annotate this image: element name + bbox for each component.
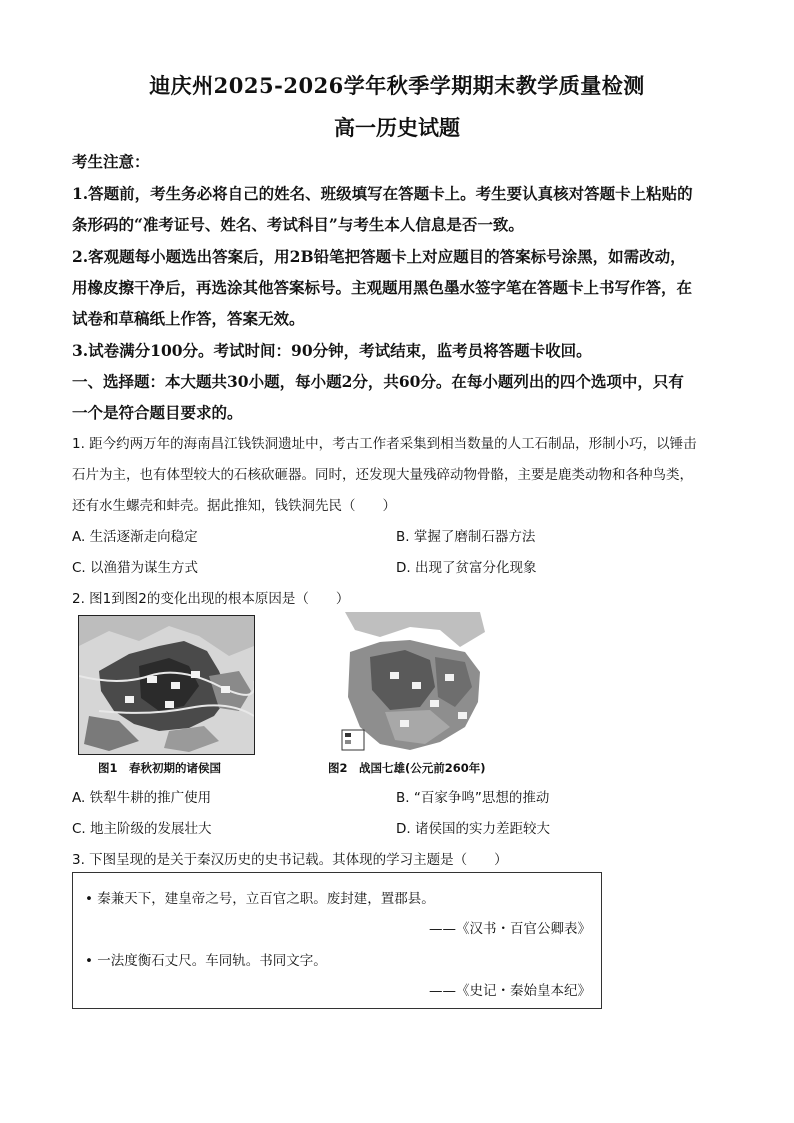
exam-subtitle: 高一历史试题 bbox=[334, 115, 460, 140]
quote-source: ——《史记・秦始皇本纪》 bbox=[429, 983, 591, 999]
quote-text: • 一法度衡石丈尺。车同轨。书同文字。 bbox=[85, 953, 327, 969]
q3-stem: 3. 下图呈现的是关于秦汉历史的史书记载。其体现的学习主题是（ ） bbox=[72, 852, 508, 868]
fig2-caption: 图2 战国七雄(公元前260年) bbox=[328, 761, 486, 775]
q2-option-b: B. “百家争鸣”思想的推动 bbox=[396, 790, 550, 806]
notice-line: 1.答题前，考生务必将自己的姓名、班级填写在答题卡上。考生要认真核对答题卡上粘贴的 bbox=[72, 184, 693, 203]
q1-stem-line: 还有水生螺壳和蚌壳。据此推知，钱铁洞先民（ ） bbox=[72, 498, 396, 514]
fig1-caption: 图1 春秋初期的诸侯国 bbox=[98, 761, 222, 775]
q1-option-d: D. 出现了贫富分化现象 bbox=[396, 560, 537, 576]
map-figure-1 bbox=[78, 615, 255, 755]
q1-stem-line: 石片为主，也有体型较大的石核砍砸器。同时，还发现大量残碎动物骨骼，主要是鹿类动物和各种鸟类， bbox=[72, 467, 693, 483]
map-figure-2 bbox=[340, 612, 485, 754]
notice-line: 3.试卷满分100分。考试时间：90分钟，考试结束，监考员将答题卡收回。 bbox=[72, 341, 592, 360]
q2-option-c: C. 地主阶级的发展壮大 bbox=[72, 821, 212, 837]
q2-stem: 2. 图1到图2的变化出现的根本原因是（ ） bbox=[72, 591, 350, 607]
section-heading: 一、选择题：本大题共30小题，每小题2分，共60分。在每小题列出的四个选项中，只有 bbox=[72, 372, 684, 391]
notice-line: 2.客观题每小题选出答案后，用2B铅笔把答题卡上对应题目的答案标号涂黑，如需改动， bbox=[72, 247, 686, 266]
notice-line: 试卷和草稿纸上作答，答案无效。 bbox=[72, 309, 305, 328]
quote-text: • 秦兼天下，建皇帝之号，立百官之职。废封建，置郡县。 bbox=[85, 891, 435, 907]
q2-option-a: A. 铁犁牛耕的推广使用 bbox=[72, 790, 212, 806]
quote-box bbox=[72, 872, 602, 1009]
notice-line: 用橡皮擦干净后，再选涂其他答案标号。主观题用黑色墨水签字笔在答题卡上书写作答，在 bbox=[72, 278, 693, 297]
section-heading: 一个是符合题目要求的。 bbox=[72, 403, 243, 422]
q2-option-d: D. 诸侯国的实力差距较大 bbox=[396, 821, 550, 837]
map-2-illustration bbox=[340, 612, 485, 754]
notice-line: 条形码的“准考证号、姓名、考试科目”与考生本人信息是否一致。 bbox=[72, 215, 524, 234]
q1-stem-line: 1. 距今约两万年的海南昌江钱铁洞遗址中，考古工作者采集到相当数量的人工石制品，形制小巧，以锤击 bbox=[72, 436, 697, 452]
quote-source: ——《汉书・百官公卿表》 bbox=[429, 921, 591, 937]
exam-title: 迪庆州2025-2026学年秋季学期期末教学质量检测 bbox=[149, 73, 645, 98]
map-1-illustration bbox=[79, 616, 254, 754]
q1-option-c: C. 以渔猎为谋生方式 bbox=[72, 560, 199, 576]
q1-option-b: B. 掌握了磨制石器方法 bbox=[396, 529, 536, 545]
q1-option-a: A. 生活逐渐走向稳定 bbox=[72, 529, 198, 545]
notice-heading: 考生注意： bbox=[72, 152, 150, 171]
